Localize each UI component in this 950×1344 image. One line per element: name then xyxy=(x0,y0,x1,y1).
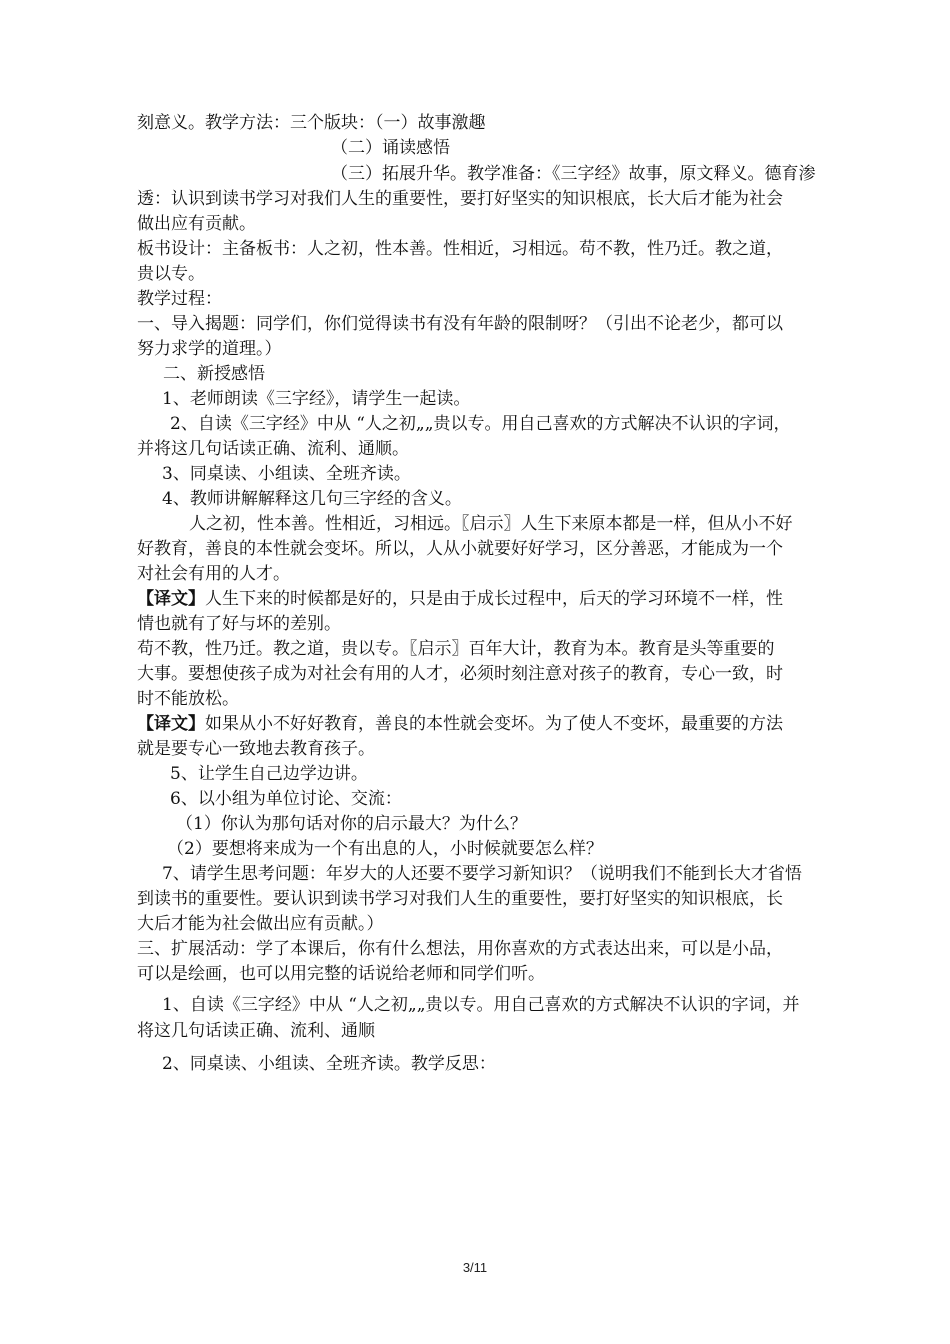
translation-line: 【译文】人生下来的时候都是好的，只是由于成长过程中，后天的学习环境不一样，性 xyxy=(137,589,783,609)
list-item: 7、请学生思考问题：年岁大的人还要不要学习新知识？（说明我们不能到长大才省悟 xyxy=(162,864,802,884)
text-line: 一、导入揭题：同学们，你们觉得读书有没有年龄的限制呀？（引出不论老少，都可以 xyxy=(137,314,783,334)
text-line: 透：认识到读书学习对我们人生的重要性，要打好坚实的知识根底，长大后才能为社会 xyxy=(137,189,783,209)
list-item: 2、同桌读、小组读、全班齐读。教学反思： xyxy=(162,1054,496,1074)
text-line: 大后才能为社会做出应有贡献。） xyxy=(137,914,384,934)
text-line: 做出应有贡献。 xyxy=(137,214,256,234)
list-item: 2、自读《三字经》中从 “人之初„„贵以专。用自己喜欢的方式解决不认识的字词， xyxy=(170,414,791,434)
text-line: 苟不教，性乃迁。教之道，贵以专。〖启示〗百年大计，教育为本。教育是头等重要的 xyxy=(137,639,775,659)
section-heading: 三、扩展活动：学了本课后，你有什么想法，用你喜欢的方式表达出来，可以是小品， xyxy=(137,939,783,959)
text-line: 并将这几句话读正确、流利、通顺。 xyxy=(137,439,409,459)
list-item: 4、教师讲解解释这几句三字经的含义。 xyxy=(162,489,462,509)
text-line: 努力求学的道理。） xyxy=(137,339,282,359)
list-item: 3、同桌读、小组读、全班齐读。 xyxy=(162,464,411,484)
translation-marker: 【译文】 xyxy=(137,714,205,734)
text-line: 对社会有用的人才。 xyxy=(137,564,290,584)
text-line: （三）拓展升华。教学准备：《三字经》故事，原文释义。德育渗 xyxy=(331,164,816,184)
list-item: 6、以小组为单位讨论、交流： xyxy=(170,789,402,809)
text-line: 刻意义。教学方法：三个版块：（一）故事激趣 xyxy=(137,113,486,133)
list-item: 1、自读《三字经》中从 “人之初„„贵以专。用自己喜欢的方式解决不认识的字词，并 xyxy=(162,995,800,1015)
sub-list-item: （2）要想将来成为一个有出息的人，小时候就要怎么样？ xyxy=(167,839,603,859)
text-line: 就是要专心一致地去教育孩子。 xyxy=(137,739,375,759)
list-item: 5、让学生自己边学边讲。 xyxy=(170,764,368,784)
text-line: （二）诵读感悟 xyxy=(331,138,450,158)
text-line: 板书设计：主备板书：人之初，性本善。性相近，习相远。苟不教，性乃迁。教之道， xyxy=(137,239,783,259)
sub-list-item: （1）你认为那句话对你的启示最大？为什么？ xyxy=(176,814,527,834)
text-line: 将这几句话读正确、流利、通顺 xyxy=(137,1021,375,1041)
text-line: 情也就有了好与坏的差别。 xyxy=(137,614,341,634)
translation-marker: 【译文】 xyxy=(137,589,205,609)
page-number: 3/11 xyxy=(462,1260,488,1275)
list-item: 1、老师朗读《三字经》，请学生一起读。 xyxy=(162,389,471,409)
text-line: 到读书的重要性。要认识到读书学习对我们人生的重要性，要打好坚实的知识根底，长 xyxy=(137,889,783,909)
text-line: 可以是绘画，也可以用完整的话说给老师和同学们听。 xyxy=(137,964,545,984)
section-heading: 二、新授感悟 xyxy=(163,364,265,384)
translation-line: 【译文】如果从小不好好教育，善良的本性就会变坏。为了使人不变坏，最重要的方法 xyxy=(137,714,783,734)
text-line: 大事。要想使孩子成为对社会有用的人才，必须时刻注意对孩子的教育，专心一致，时 xyxy=(137,664,783,684)
text-line: 时不能放松。 xyxy=(137,689,239,709)
section-heading: 教学过程： xyxy=(137,289,222,309)
text-line: 人之初，性本善。性相近，习相远。〖启示〗人生下来原本都是一样，但从小不好 xyxy=(189,514,793,534)
text-line: 贵以专。 xyxy=(137,264,205,284)
text-line: 好教育，善良的本性就会变坏。所以，人从小就要好好学习，区分善恶，才能成为一个 xyxy=(137,539,783,559)
